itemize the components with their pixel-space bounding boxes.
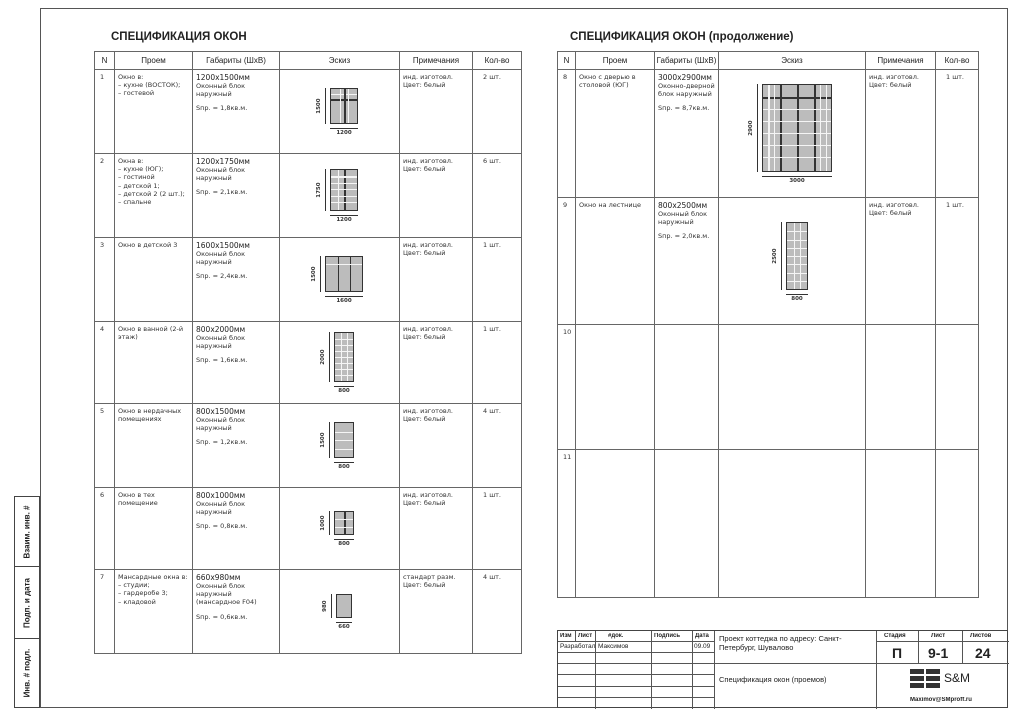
col-sketch: Эскиз (719, 52, 866, 70)
stamp-sheets: 24 (975, 645, 991, 661)
block-type: Оконно-дверной блок наружный (658, 82, 715, 99)
sketch-height-label: 2000 (319, 349, 326, 365)
cell-sketch (280, 322, 400, 404)
sketch-height-label: 1000 (319, 515, 326, 531)
sketch-width-label: 800 (338, 464, 350, 470)
table-row (558, 325, 979, 450)
sketch-height-label: 980 (321, 600, 328, 612)
cell-n: 4 (95, 322, 115, 404)
stamp-project: Проект коттеджа по адресу: Санкт-Петербург, Шувалово (719, 634, 842, 652)
side-label-3: Инв. # подл. (22, 648, 32, 698)
side-cell-2 (15, 567, 39, 639)
cell-size (193, 154, 280, 238)
cell-n: 8 (558, 70, 576, 198)
side-cell-1 (15, 497, 39, 567)
cell-opening (576, 450, 655, 598)
area-value: Sпр. = 2,4кв.м. (196, 272, 248, 281)
side-label-2: Подп. и дата (22, 577, 32, 628)
cell-n: 2 (95, 154, 115, 238)
area-value: Sпр. = 1,8кв.м. (196, 104, 248, 113)
cell-n: 6 (95, 488, 115, 570)
sketch-height-label: 2500 (771, 248, 778, 264)
table-row (95, 322, 522, 404)
col-n: N (95, 52, 115, 70)
cell-size (193, 570, 280, 654)
cell-opening: Окна в: – кухне (ЮГ); – гостиной – детской 1; – детской 2 (2 шт.); – спальне (115, 154, 193, 238)
stamp-date: 09.09 (694, 643, 711, 650)
table-row (95, 488, 522, 570)
cell-sketch (719, 198, 866, 325)
sketch-width-label: 1200 (336, 217, 352, 223)
cell-notes (866, 450, 936, 598)
cell-size (655, 325, 719, 450)
cell-size (193, 488, 280, 570)
table-row (95, 570, 522, 654)
cell-size (193, 322, 280, 404)
cell-qty: 4 шт. (473, 570, 522, 654)
cell-notes: инд. изготовл. Цвет: белый (400, 322, 473, 404)
cell-sketch (719, 70, 866, 198)
sketch-width-label: 3000 (789, 178, 805, 184)
col-size: Габариты (ШхВ) (655, 52, 719, 70)
size-value: 800x1500мм (196, 407, 246, 416)
table-row (95, 70, 522, 154)
cell-sketch (280, 488, 400, 570)
window-frame (325, 256, 363, 292)
col-opening: Проем (115, 52, 193, 70)
area-value: Sпр. = 0,6кв.м. (196, 612, 248, 621)
block-type: Оконный блок наружный (196, 250, 246, 267)
cell-size (193, 404, 280, 488)
cell-opening (576, 325, 655, 450)
cell-notes: инд. изготовл. Цвет: белый (866, 70, 936, 198)
sketch-width-label: 800 (338, 541, 350, 547)
stamp-stage: П (892, 645, 903, 661)
area-value: Sпр. = 8,7кв.м. (658, 104, 710, 113)
cell-sketch (280, 404, 400, 488)
stamp-h-ndok: #док. (608, 633, 624, 639)
stamp-h-data: Дата (695, 633, 709, 639)
sketch-height-label: 2900 (747, 120, 754, 136)
left-spec-table (94, 51, 522, 654)
left-title: СПЕЦИФИКАЦИЯ ОКОН (111, 31, 247, 43)
cell-notes: инд. изготовл. Цвет: белый (400, 238, 473, 322)
cell-notes: инд. изготовл. Цвет: белый (400, 488, 473, 570)
area-value: Sпр. = 1,6кв.м. (196, 356, 248, 365)
window-sketch (319, 422, 354, 470)
sketch-width-label: 660 (338, 624, 350, 630)
stamp-site: Maximov@SMproff.ru (910, 697, 972, 703)
cell-opening: Окно в тех помещение (115, 488, 193, 570)
stamp-role: Разработал (560, 643, 596, 650)
cell-sketch (280, 70, 400, 154)
col-qty: Кол-во (936, 52, 979, 70)
title-block (557, 630, 1008, 708)
block-type: Оконный блок наружный (196, 166, 246, 183)
table-row (95, 238, 522, 322)
right-spec-table (557, 51, 979, 598)
window-sketch (310, 256, 363, 304)
sketch-height-label: 1500 (319, 432, 326, 448)
area-value: Sпр. = 1,2кв.м. (196, 438, 248, 447)
table-row (558, 450, 979, 598)
window-frame (786, 222, 808, 290)
table-row (558, 198, 979, 325)
side-cell-3 (15, 639, 39, 707)
size-value: 3000x2900мм (658, 73, 712, 82)
table-header-row (95, 52, 522, 70)
cell-n: 10 (558, 325, 576, 450)
window-sketch (319, 511, 354, 547)
cell-notes: инд. изготовл. Цвет: белый (400, 154, 473, 238)
block-type: Оконный блок наружный (мансардное F04) (196, 582, 257, 607)
cell-qty: 1 шт. (936, 70, 979, 198)
area-value: Sпр. = 2,0кв.м. (658, 232, 710, 241)
side-strip (14, 496, 40, 708)
size-value: 800x2000мм (196, 325, 246, 334)
cell-sketch (280, 570, 400, 654)
stamp-subject: Спецификация окон (проемов) (719, 675, 827, 684)
cell-qty: 2 шт. (473, 70, 522, 154)
cell-qty: 4 шт. (473, 404, 522, 488)
cell-size (655, 450, 719, 598)
cell-qty: 1 шт. (473, 322, 522, 404)
cell-qty (936, 450, 979, 598)
cell-notes: инд. изготовл. Цвет: белый (400, 404, 473, 488)
window-frame (762, 84, 832, 172)
block-type: Оконный блок наружный (196, 82, 246, 99)
table-row (95, 154, 522, 238)
stamp-h-list: Лист (578, 633, 593, 639)
cell-qty: 1 шт. (473, 238, 522, 322)
cell-opening: Окно в нердачных помещениях (115, 404, 193, 488)
window-frame (334, 332, 354, 382)
col-size: Габариты (ШхВ) (193, 52, 280, 70)
sketch-width-label: 1200 (336, 130, 352, 136)
size-value: 660x980мм (196, 573, 241, 582)
stamp-h-sheet: Лист (931, 633, 946, 639)
cell-size (655, 70, 719, 198)
cell-n: 9 (558, 198, 576, 325)
cell-n: 5 (95, 404, 115, 488)
cell-opening: Окно в: – кухне (ВОСТОК); – гостевой (115, 70, 193, 154)
window-frame (330, 169, 358, 211)
size-value: 1200x1500мм (196, 73, 250, 82)
window-frame (334, 422, 354, 458)
sketch-width-label: 800 (338, 388, 350, 394)
cell-sketch (280, 154, 400, 238)
window-sketch (315, 169, 358, 223)
area-value: Sпр. = 2,1кв.м. (196, 188, 248, 197)
col-notes: Примечания (400, 52, 473, 70)
table-header-row (558, 52, 979, 70)
stamp-sheet: 9-1 (928, 645, 949, 661)
col-qty: Кол-во (473, 52, 522, 70)
window-frame (336, 594, 352, 618)
window-sketch (319, 332, 354, 394)
sketch-height-label: 1500 (310, 266, 317, 282)
cell-sketch (719, 450, 866, 598)
col-sketch: Эскиз (280, 52, 400, 70)
table-row (95, 404, 522, 488)
table-row (558, 70, 979, 198)
stamp-h-izm: Изм (560, 633, 572, 639)
block-type: Оконный блок наружный (196, 416, 246, 433)
area-value: Sпр. = 0,8кв.м. (196, 522, 248, 531)
col-notes: Примечания (866, 52, 936, 70)
window-sketch (747, 84, 832, 184)
cell-opening: Окно в детской 3 (115, 238, 193, 322)
right-title: СПЕЦИФИКАЦИЯ ОКОН (продолжение) (570, 31, 794, 43)
stamp-h-podpis: Подпись (654, 633, 681, 639)
cell-notes (866, 325, 936, 450)
sketch-width-label: 800 (791, 296, 803, 302)
cell-notes: стандарт разм. Цвет: белый (400, 570, 473, 654)
logo-icon (910, 669, 940, 689)
window-frame (334, 511, 354, 535)
stamp-h-stage: Стадия (884, 633, 906, 639)
size-value: 800x1000мм (196, 491, 246, 500)
cell-n: 11 (558, 450, 576, 598)
block-type: Оконный блок наружный (196, 500, 246, 517)
size-value: 1600x1500мм (196, 241, 250, 250)
cell-size (193, 70, 280, 154)
cell-qty: 6 шт. (473, 154, 522, 238)
cell-sketch (280, 238, 400, 322)
cell-notes: инд. изготовл. Цвет: белый (400, 70, 473, 154)
logo-text: S&M (944, 671, 971, 685)
cell-opening: Окно на лестнице (576, 198, 655, 325)
cell-sketch (719, 325, 866, 450)
cell-qty: 1 шт. (473, 488, 522, 570)
col-opening: Проем (576, 52, 655, 70)
window-sketch (771, 222, 808, 302)
side-label-1: Взаим. инв. # (22, 505, 32, 558)
size-value: 800x2500мм (658, 201, 708, 210)
cell-opening: Окно с дверью в столовой (ЮГ) (576, 70, 655, 198)
stamp-name: Максимов (598, 643, 629, 650)
cell-n: 7 (95, 570, 115, 654)
stamp-h-sheets: Листов (970, 633, 992, 639)
col-n: N (558, 52, 576, 70)
sketch-height-label: 1500 (315, 98, 322, 114)
cell-size (655, 198, 719, 325)
cell-size (193, 238, 280, 322)
block-type: Оконный блок наружный (196, 334, 246, 351)
cell-opening: Окно в ванной (2-й этаж) (115, 322, 193, 404)
cell-n: 3 (95, 238, 115, 322)
block-type: Оконный блок наружный (658, 210, 708, 227)
window-sketch (315, 88, 358, 136)
cell-qty: 1 шт. (936, 198, 979, 325)
cell-n: 1 (95, 70, 115, 154)
sketch-width-label: 1600 (336, 298, 352, 304)
window-frame (330, 88, 358, 124)
cell-notes: инд. изготовл. Цвет: белый (866, 198, 936, 325)
window-sketch (321, 594, 352, 630)
size-value: 1200x1750мм (196, 157, 250, 166)
cell-qty (936, 325, 979, 450)
cell-opening: Мансардные окна в: – студии; – гардеробе 3; – кладовой (115, 570, 193, 654)
sketch-height-label: 1750 (315, 182, 322, 198)
